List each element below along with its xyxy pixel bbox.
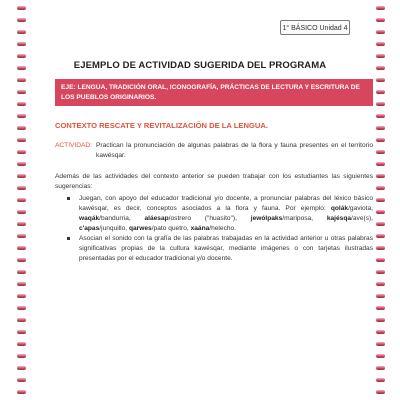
spiral-ring [17, 138, 26, 142]
spiral-ring [17, 174, 26, 178]
spiral-ring [376, 270, 385, 274]
word-qarwes: qarwes [128, 225, 152, 232]
suggestion-list [67, 194, 373, 264]
spiral-ring [17, 114, 26, 118]
spiral-binding-right [376, 0, 386, 400]
activity-text: Practican la pronunciación de algunas palabras de la flora y fauna presentes en el territorio kawésqar. [96, 142, 373, 159]
activity-block [55, 141, 373, 161]
spiral-ring [17, 30, 26, 34]
page-title: EJEMPLO DE ACTIVIDAD SUGERIDA DEL PROGRAMA [73, 60, 327, 71]
word-waqak: waqák [79, 215, 100, 222]
spiral-ring [17, 282, 26, 286]
spiral-ring [376, 366, 385, 370]
bullet1-lead: Juegan, con apoyo del educador tradicional y/o docente, a pronunciar palabras del léxico básico kawésqar, es decir, conceptos asociados a la flora y fauna. Por ejemplo: [79, 195, 373, 212]
word-kajesqa: kajésqa [326, 215, 352, 222]
spiral-ring [376, 234, 385, 238]
spiral-ring [376, 66, 385, 70]
spiral-ring [376, 18, 385, 22]
spiral-ring [376, 258, 385, 262]
spiral-ring [376, 138, 385, 142]
spiral-ring [376, 90, 385, 94]
spiral-ring [17, 126, 26, 130]
spiral-ring [17, 366, 26, 370]
word-qolak: qolák [330, 205, 349, 212]
spiral-ring [376, 282, 385, 286]
spiral-ring [17, 210, 26, 214]
spiral-ring [17, 318, 26, 322]
spiral-ring [376, 222, 385, 226]
spiral-ring [17, 270, 26, 274]
word-jewolpaks: jewólpaks [250, 215, 283, 222]
spiral-ring [376, 30, 385, 34]
meaning: /helecho. [209, 225, 237, 232]
spiral-ring [376, 186, 385, 190]
unit-badge: 1° BÁSICO Unidad 4 [280, 20, 350, 35]
spiral-ring [17, 162, 26, 166]
meaning: /junquillo, [99, 225, 129, 232]
spiral-ring [376, 162, 385, 166]
spiral-ring [376, 174, 385, 178]
spiral-ring [376, 42, 385, 46]
spiral-ring [17, 342, 26, 346]
spiral-ring [376, 78, 385, 82]
spiral-binding-left [17, 0, 27, 400]
meaning: /ave(s), [351, 215, 374, 222]
spiral-ring [376, 246, 385, 250]
spiral-ring [376, 150, 385, 154]
spiral-ring [17, 102, 26, 106]
bullet-icon [67, 237, 70, 240]
spiral-ring [17, 90, 26, 94]
meaning: /pato quetro, [151, 225, 191, 232]
word-alaesap: aláesap [144, 215, 169, 222]
spiral-ring [376, 378, 385, 382]
spiral-ring [17, 222, 26, 226]
activity-label: ACTIVIDAD: [55, 142, 93, 149]
spiral-ring [17, 150, 26, 154]
spiral-ring [376, 318, 385, 322]
meaning: /bandurria, [99, 215, 145, 222]
spiral-ring [17, 330, 26, 334]
spiral-ring [17, 6, 26, 10]
spiral-ring [376, 102, 385, 106]
spiral-ring [17, 390, 26, 394]
spiral-ring [376, 354, 385, 358]
spiral-ring [17, 294, 26, 298]
section-heading: CONTEXTO RESCATE Y REVITALIZACIÓN DE LA LENGUA. [55, 121, 268, 130]
bullet2-text: Asocian el sonido con la grafía de las palabras trabajadas en la actividad anterior u otras palabras significativas propias de la cultura kawésqar, mediante imágenes o con tarjetas ilustradas presentadas por el educador tradicional y/o docente. [79, 235, 373, 262]
spiral-ring [17, 54, 26, 58]
spiral-ring [376, 6, 385, 10]
bullet-icon [67, 197, 70, 200]
word-capas: c'apas [79, 225, 100, 232]
spiral-ring [376, 126, 385, 130]
list-item [67, 194, 373, 234]
spiral-ring [17, 234, 26, 238]
spiral-ring [376, 210, 385, 214]
spiral-ring [17, 66, 26, 70]
spiral-ring [17, 18, 26, 22]
spiral-ring [17, 186, 26, 190]
spiral-ring [17, 258, 26, 262]
spiral-ring [17, 306, 26, 310]
spiral-ring [376, 114, 385, 118]
intro-paragraph: Además de las actividades del contexto anterior se pueden trabajar con los estudiantes las siguientes sugerencias: [55, 173, 373, 190]
axis-banner: EJE: LENGUA, TRADICIÓN ORAL, ICONOGRAFÍA, PRÁCTICAS DE LECTURA Y ESCRITURA DE LOS PUEBLOS ORIGINARIOS. [55, 79, 373, 106]
spiral-ring [376, 330, 385, 334]
spiral-ring [17, 378, 26, 382]
spiral-ring [17, 78, 26, 82]
spiral-ring [17, 42, 26, 46]
spiral-ring [376, 294, 385, 298]
spiral-ring [376, 54, 385, 58]
spiral-ring [17, 198, 26, 202]
spiral-ring [376, 390, 385, 394]
meaning: /ostrero ("huasito"), [168, 215, 251, 222]
meaning: /mariposa, [282, 215, 327, 222]
spiral-ring [17, 246, 26, 250]
spiral-ring [376, 306, 385, 310]
spiral-ring [376, 342, 385, 346]
meaning: /gaviota, [348, 205, 373, 212]
spiral-ring [17, 354, 26, 358]
word-xaana: xaána [190, 225, 210, 232]
list-item [67, 234, 373, 264]
spiral-ring [376, 198, 385, 202]
